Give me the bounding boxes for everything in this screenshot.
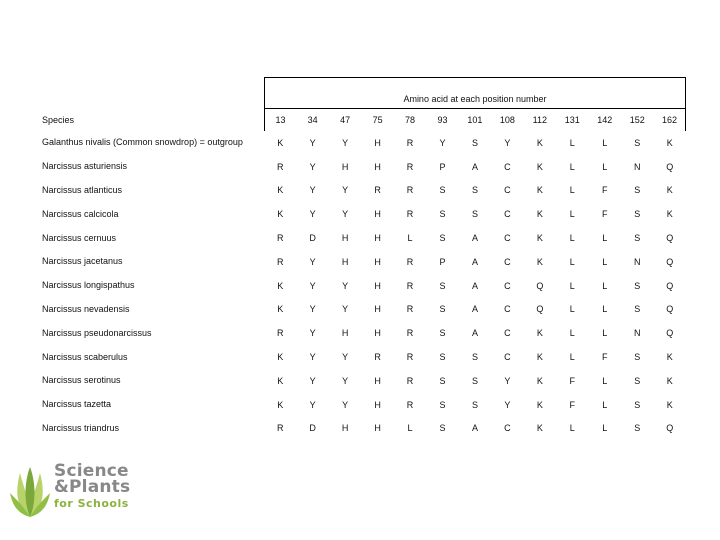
amino-acid-cell: K [277, 399, 284, 410]
amino-acid-cell: S [439, 185, 446, 196]
species-name: Narcissus calcicola [42, 208, 119, 219]
amino-acid-cell: H [341, 233, 349, 244]
amino-acid-cell: Q [666, 161, 674, 172]
table-row [38, 226, 686, 250]
logo-line-schools: for Schools [54, 497, 129, 510]
amino-acid-cell: H [374, 137, 381, 148]
amino-acid-cell: S [439, 423, 446, 434]
amino-acid-cell: Y [342, 280, 349, 291]
amino-acid-cell: K [277, 209, 284, 220]
amino-acid-cell: K [666, 375, 673, 386]
amino-acid-cell: R [406, 137, 414, 148]
position-header: 108 [491, 109, 523, 132]
logo-line-plants: &Plants [54, 477, 131, 497]
position-header: 78 [394, 109, 426, 132]
species-name: Narcissus asturiensis [42, 161, 128, 172]
amino-acid-cell: N [633, 328, 641, 339]
amino-acid-cell: Y [309, 256, 316, 267]
amino-acid-cell: R [406, 328, 414, 339]
position-header: 152 [621, 109, 653, 132]
amino-acid-cell: K [536, 423, 543, 434]
amino-acid-cell: C [504, 328, 511, 339]
amino-acid-cell: L [569, 233, 575, 244]
amino-acid-cell: C [504, 161, 511, 172]
amino-acid-cell: K [666, 399, 673, 410]
position-header: 112 [524, 109, 556, 132]
amino-acid-cell: K [666, 209, 673, 220]
amino-acid-cell: K [536, 256, 543, 267]
amino-acid-cell: Y [342, 209, 349, 220]
amino-acid-cell: Y [342, 137, 349, 148]
table-row [38, 274, 686, 298]
table-row [38, 369, 686, 393]
amino-acid-cell: H [341, 328, 349, 339]
table-row [38, 298, 686, 322]
species-name: Narcissus pseudonarcissus [42, 327, 152, 338]
amino-acid-cell: S [634, 399, 641, 410]
amino-acid-cell: S [634, 375, 641, 386]
amino-acid-cell: S [439, 375, 446, 386]
amino-acid-cell: K [277, 375, 284, 386]
amino-acid-cell: R [406, 375, 414, 386]
amino-acid-cell: K [666, 352, 673, 363]
amino-acid-cell: S [439, 209, 446, 220]
amino-acid-cell: R [374, 185, 381, 196]
amino-acid-cell: R [406, 280, 414, 291]
position-header: 75 [361, 109, 393, 132]
species-name: Narcissus cernuus [42, 232, 117, 243]
amino-acid-cell: H [374, 399, 381, 410]
amino-acid-cell: Y [504, 137, 511, 148]
amino-acid-cell: L [569, 256, 575, 267]
amino-acid-cell: L [569, 137, 575, 148]
amino-acid-cell: S [634, 209, 641, 220]
amino-acid-cell: S [634, 233, 641, 244]
amino-acid-cell: S [471, 352, 478, 363]
amino-acid-cell: R [276, 328, 284, 339]
amino-acid-cell: A [471, 256, 478, 267]
table-row [38, 393, 686, 417]
amino-acid-cell: S [471, 137, 478, 148]
amino-acid-cell: C [504, 185, 511, 196]
amino-acid-cell: H [374, 161, 381, 172]
table-row [38, 131, 686, 155]
amino-acid-cell: S [439, 328, 446, 339]
species-name: Narcissus tazetta [42, 399, 112, 410]
amino-acid-cell: K [277, 185, 284, 196]
amino-acid-cell: P [439, 161, 446, 172]
amino-acid-cell: H [374, 280, 381, 291]
amino-acid-cell: L [407, 423, 413, 434]
amino-acid-cell: N [633, 161, 641, 172]
table-row [38, 179, 686, 203]
table-header-title: Amino acid at each position number [264, 78, 686, 109]
science-and-plants-logo [10, 463, 170, 521]
amino-acid-cell: Q [666, 256, 674, 267]
amino-acid-cell: K [536, 399, 543, 410]
amino-acid-cell: P [439, 256, 446, 267]
position-header: 47 [329, 109, 361, 132]
amino-acid-cell: Q [666, 233, 674, 244]
amino-acid-cell: Y [342, 375, 349, 386]
amino-acid-cell: L [569, 352, 575, 363]
amino-acid-cell: N [633, 256, 641, 267]
amino-acid-cell: A [471, 423, 478, 434]
table-row [38, 417, 686, 441]
amino-acid-cell: F [569, 399, 576, 410]
amino-acid-cell: S [634, 423, 641, 434]
amino-acid-cell: S [634, 185, 641, 196]
amino-acid-cell: H [374, 423, 381, 434]
amino-acid-cell: H [374, 328, 381, 339]
amino-acid-table [38, 77, 686, 440]
amino-acid-cell: S [471, 185, 478, 196]
species-name: Galanthus nivalis (Common snowdrop) = outgroup [42, 137, 243, 148]
species-name: Narcissus longispathus [42, 280, 135, 291]
amino-acid-cell: S [439, 280, 446, 291]
amino-acid-cell: C [504, 209, 511, 220]
amino-acid-cell: S [634, 280, 641, 291]
amino-acid-cell: Y [504, 399, 511, 410]
amino-acid-cell: Y [342, 352, 349, 363]
amino-acid-cell: L [602, 256, 608, 267]
amino-acid-cell: L [602, 304, 608, 315]
amino-acid-cell: Q [536, 304, 544, 315]
position-header: 101 [459, 109, 491, 132]
amino-acid-cell: Y [309, 137, 316, 148]
amino-acid-cell: R [276, 423, 284, 434]
logo-line-science: Science [54, 461, 129, 481]
amino-acid-cell: Y [439, 137, 446, 148]
amino-acid-cell: Y [342, 304, 349, 315]
species-name: Narcissus serotinus [42, 375, 121, 386]
header-spacer [38, 78, 264, 109]
amino-acid-cell: K [277, 304, 284, 315]
amino-acid-cell: K [536, 328, 543, 339]
amino-acid-cell: R [406, 304, 414, 315]
amino-acid-cell: Q [666, 304, 674, 315]
amino-acid-cell: L [602, 233, 608, 244]
amino-acid-cell: L [602, 399, 608, 410]
amino-acid-cell: Y [309, 375, 316, 386]
amino-acid-cell: A [471, 280, 478, 291]
amino-acid-cell: H [374, 209, 381, 220]
amino-acid-cell: R [406, 399, 414, 410]
amino-acid-cell: R [276, 256, 284, 267]
table-row [38, 155, 686, 179]
amino-acid-cell: C [504, 256, 511, 267]
amino-acid-cell: C [504, 423, 511, 434]
amino-acid-cell: L [569, 280, 575, 291]
amino-acid-cell: S [439, 233, 446, 244]
amino-acid-cell: S [439, 304, 446, 315]
position-header: 34 [296, 109, 328, 132]
amino-acid-cell: L [602, 161, 608, 172]
amino-acid-cell: L [407, 233, 413, 244]
amino-acid-cell: R [276, 233, 284, 244]
amino-acid-cell: A [471, 328, 478, 339]
amino-acid-cell: Q [536, 280, 544, 291]
amino-acid-cell: Y [309, 304, 316, 315]
amino-acid-cell: S [471, 209, 478, 220]
amino-acid-cell: Q [666, 280, 674, 291]
amino-acid-cell: L [569, 209, 575, 220]
amino-acid-cell: C [504, 352, 511, 363]
amino-acid-cell: L [602, 423, 608, 434]
table-row [38, 321, 686, 345]
amino-acid-cell: R [276, 161, 284, 172]
amino-acid-cell: K [277, 352, 284, 363]
amino-acid-cell: C [504, 233, 511, 244]
table-row [38, 202, 686, 226]
amino-acid-cell: Y [309, 280, 316, 291]
amino-acid-cell: F [602, 209, 608, 220]
amino-acid-cell: F [569, 375, 576, 386]
amino-acid-cell: K [536, 209, 543, 220]
amino-acid-cell: Y [309, 161, 316, 172]
species-column-header: Species [42, 114, 75, 125]
amino-acid-cell: K [536, 352, 543, 363]
amino-acid-cell: Y [342, 399, 349, 410]
amino-acid-cell: H [374, 233, 381, 244]
amino-acid-cell: K [277, 137, 284, 148]
amino-acid-cell: S [634, 352, 641, 363]
amino-acid-cell: K [536, 185, 543, 196]
table-row [38, 345, 686, 369]
amino-acid-cell: L [602, 328, 608, 339]
amino-acid-cell: F [602, 185, 608, 196]
amino-acid-cell: H [341, 161, 349, 172]
amino-acid-cell: K [666, 137, 673, 148]
species-name: Narcissus jacetanus [42, 256, 123, 267]
amino-acid-cell: K [666, 185, 673, 196]
amino-acid-cell: H [341, 423, 349, 434]
amino-acid-cell: R [406, 352, 414, 363]
amino-acid-cell: K [536, 137, 543, 148]
amino-acid-cell: L [602, 280, 608, 291]
amino-acid-cell: S [634, 137, 641, 148]
amino-acid-cell: L [569, 161, 575, 172]
amino-acid-cell: R [406, 209, 414, 220]
species-name: Narcissus triandrus [42, 422, 120, 433]
amino-acid-cell: H [374, 375, 381, 386]
position-header: 142 [589, 109, 621, 132]
position-row [38, 109, 686, 132]
amino-acid-cell: H [374, 256, 381, 267]
amino-acid-cell: D [309, 423, 316, 434]
leaf-logo-icon [10, 463, 50, 519]
amino-acid-cell: S [471, 375, 478, 386]
species-name: Narcissus atlanticus [42, 184, 123, 195]
position-header: 93 [426, 109, 458, 132]
position-header: 162 [653, 109, 686, 132]
amino-acid-cell: H [341, 256, 349, 267]
amino-acid-cell: A [471, 161, 478, 172]
position-header: 13 [264, 109, 296, 132]
amino-acid-cell: Y [504, 375, 511, 386]
amino-acid-cell: S [439, 352, 446, 363]
amino-acid-cell: A [471, 233, 478, 244]
amino-acid-cell: R [406, 185, 414, 196]
table-header-row [38, 78, 686, 109]
amino-acid-cell: Y [309, 185, 316, 196]
amino-acid-cell: Y [309, 352, 316, 363]
amino-acid-cell: H [374, 304, 381, 315]
amino-acid-cell: L [569, 423, 575, 434]
amino-acid-cell: L [569, 304, 575, 315]
amino-acid-cell: K [536, 161, 543, 172]
amino-acid-cell: K [536, 375, 543, 386]
amino-acid-cell: C [504, 304, 511, 315]
amino-acid-cell: F [602, 352, 608, 363]
amino-acid-cell: S [439, 399, 446, 410]
amino-acid-cell: Y [309, 399, 316, 410]
amino-acid-cell: S [634, 304, 641, 315]
amino-acid-cell: Q [666, 423, 674, 434]
amino-acid-cell: L [569, 328, 575, 339]
amino-acid-cell: L [602, 375, 608, 386]
amino-acid-cell: R [406, 256, 414, 267]
amino-acid-cell: R [406, 161, 414, 172]
amino-acid-cell: A [471, 304, 478, 315]
amino-acid-cell: C [504, 280, 511, 291]
amino-acid-cell: Y [309, 328, 316, 339]
amino-acid-cell: Y [342, 185, 349, 196]
amino-acid-cell: L [569, 185, 575, 196]
amino-acid-cell: D [309, 233, 316, 244]
amino-acid-cell: S [471, 399, 478, 410]
table-row [38, 250, 686, 274]
amino-acid-cell: K [277, 280, 284, 291]
amino-acid-cell: Q [666, 328, 674, 339]
amino-acid-cell: Y [309, 209, 316, 220]
amino-acid-cell: L [602, 137, 608, 148]
species-name: Narcissus nevadensis [42, 303, 130, 314]
species-name: Narcissus scaberulus [42, 351, 128, 362]
amino-acid-cell: R [374, 352, 381, 363]
amino-acid-cell: K [536, 233, 543, 244]
logo-text [54, 463, 130, 512]
position-header: 131 [556, 109, 588, 132]
